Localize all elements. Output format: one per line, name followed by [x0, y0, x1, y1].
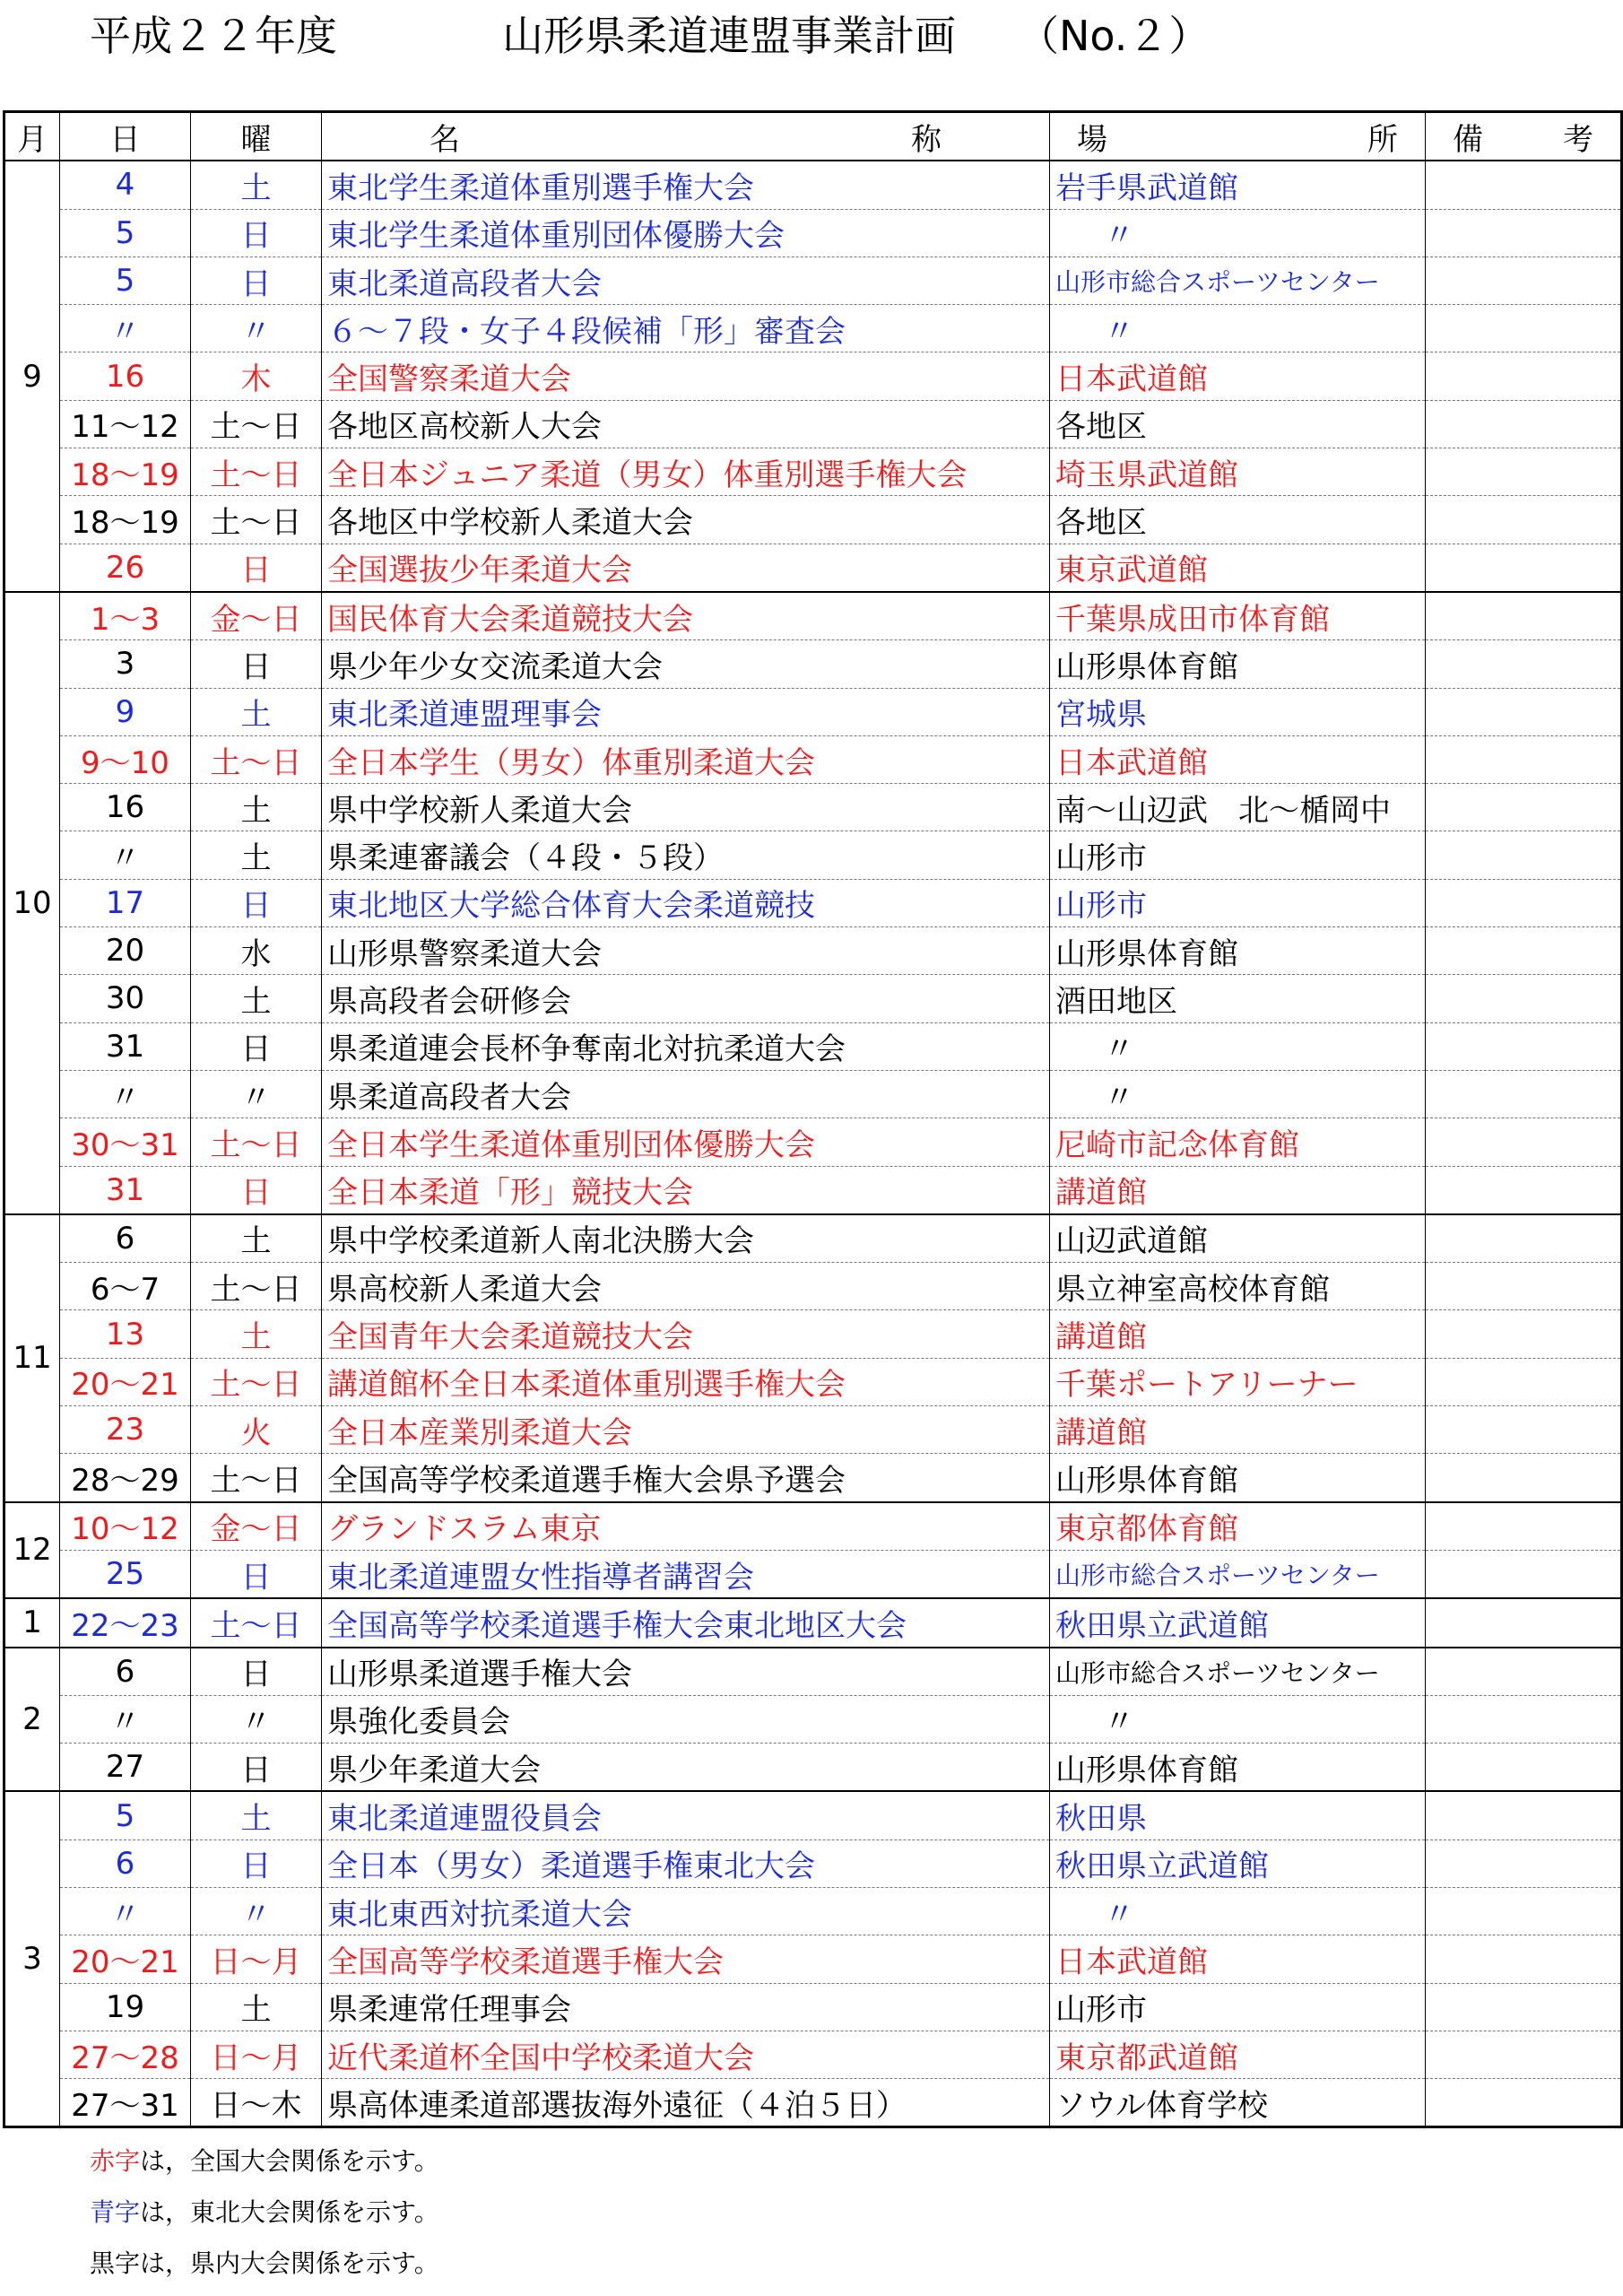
day-cell: 6	[60, 1214, 191, 1263]
table-row	[4, 975, 1622, 1022]
note-cell	[1426, 1310, 1622, 1358]
weekday-cell: 土～日	[191, 1118, 322, 1166]
table-row	[4, 448, 1622, 496]
day-cell: 30	[60, 975, 191, 1022]
venue-cell: 山形県体育館	[1050, 927, 1426, 975]
table-row	[4, 831, 1622, 879]
note-cell	[1426, 640, 1622, 688]
weekday-cell: 日	[191, 257, 322, 304]
venue-cell: 〃	[1050, 209, 1426, 257]
day-cell: 〃	[60, 305, 191, 352]
venue-cell: 秋田県立武道館	[1050, 1839, 1426, 1887]
event-name-cell: 近代柔道杯全国中学校柔道大会	[322, 2031, 1050, 2078]
day-cell: 30～31	[60, 1118, 191, 1166]
table-row	[4, 688, 1622, 735]
note-cell	[1426, 305, 1622, 352]
table-row	[4, 257, 1622, 304]
event-name-cell: 全国高等学校柔道選手権大会東北地区大会	[322, 1598, 1050, 1647]
table-row	[4, 305, 1622, 352]
venue-cell: 山形県体育館	[1050, 640, 1426, 688]
day-cell: 20	[60, 927, 191, 975]
header-place-b: 所	[1367, 121, 1398, 158]
venue-cell: 山形市総合スポーツセンター	[1050, 1550, 1426, 1598]
venue-cell: 各地区	[1050, 400, 1426, 448]
weekday-cell: 金～日	[191, 1502, 322, 1551]
venue-cell: ソウル体育学校	[1050, 2079, 1426, 2127]
weekday-cell: 土	[191, 1214, 322, 1263]
venue-cell: 秋田県	[1050, 1791, 1426, 1839]
table-row	[4, 1648, 1622, 1696]
event-name-cell: グランドスラム東京	[322, 1502, 1050, 1551]
event-name-cell: 県高段者会研修会	[322, 975, 1050, 1022]
note-cell	[1426, 2079, 1622, 2127]
table-row	[4, 209, 1622, 257]
month-cell: 9	[4, 161, 60, 592]
table-row	[4, 1406, 1622, 1454]
header-name-b: 称	[911, 121, 942, 158]
event-name-cell: 県少年少女交流柔道大会	[322, 640, 1050, 688]
venue-cell: 日本武道館	[1050, 735, 1426, 783]
weekday-cell: 土～日	[191, 735, 322, 783]
schedule-table	[3, 110, 1623, 2128]
table-row	[4, 1214, 1622, 1263]
weekday-cell: 日	[191, 1744, 322, 1792]
note-cell	[1426, 1695, 1622, 1743]
event-name-cell: 東北柔道連盟女性指導者講習会	[322, 1550, 1050, 1598]
venue-cell: 山辺武道館	[1050, 1214, 1426, 1263]
event-name-cell: 県柔連審議会（４段・５段）	[322, 831, 1050, 879]
note-cell	[1426, 2031, 1622, 2078]
venue-cell: 酒田地区	[1050, 975, 1426, 1022]
note-cell	[1426, 209, 1622, 257]
weekday-cell: 〃	[191, 1887, 322, 1935]
table-row	[4, 1744, 1622, 1792]
event-name-cell: 東北学生柔道体重別選手権大会	[322, 161, 1050, 209]
event-name-cell: 各地区中学校新人柔道大会	[322, 496, 1050, 544]
day-cell: 5	[60, 257, 191, 304]
day-cell: 18～19	[60, 496, 191, 544]
table-row	[4, 735, 1622, 783]
venue-cell: 千葉ポートアリーナー	[1050, 1358, 1426, 1405]
venue-cell: 埼玉県武道館	[1050, 448, 1426, 496]
note-cell	[1426, 400, 1622, 448]
event-name-cell: 県柔連常任理事会	[322, 1983, 1050, 2031]
note-cell	[1426, 975, 1622, 1022]
venue-cell: 山形市総合スポーツセンター	[1050, 257, 1426, 304]
weekday-cell: 土	[191, 784, 322, 831]
table-row	[4, 2031, 1622, 2078]
table-row	[4, 1550, 1622, 1598]
table-row	[4, 879, 1622, 926]
header-dow: 曜	[191, 112, 322, 161]
day-cell: 9	[60, 688, 191, 735]
table-row	[4, 1166, 1622, 1214]
venue-cell: 〃	[1050, 305, 1426, 352]
event-name-cell: ６～７段・女子４段候補「形」審査会	[322, 305, 1050, 352]
venue-cell: 講道館	[1050, 1310, 1426, 1358]
venue-cell: 東京都武道館	[1050, 2031, 1426, 2078]
table-row	[4, 161, 1622, 209]
month-cell: 2	[4, 1648, 60, 1792]
event-name-cell: 東北学生柔道体重別団体優勝大会	[322, 209, 1050, 257]
day-cell: 20～21	[60, 1358, 191, 1405]
day-cell: 3	[60, 640, 191, 688]
legend-text: は，全国大会関係を示す。	[140, 2146, 439, 2176]
event-name-cell: 国民体育大会柔道競技大会	[322, 592, 1050, 640]
weekday-cell: 土～日	[191, 448, 322, 496]
note-cell	[1426, 592, 1622, 640]
header-note-b: 考	[1563, 121, 1593, 158]
event-name-cell: 全日本産業別柔道大会	[322, 1406, 1050, 1454]
day-cell: 19	[60, 1983, 191, 2031]
venue-cell: 講道館	[1050, 1166, 1426, 1214]
table-row	[4, 640, 1622, 688]
event-name-cell: 県柔道高段者大会	[322, 1070, 1050, 1118]
table-row	[4, 1502, 1622, 1551]
table-row	[4, 1070, 1622, 1118]
weekday-cell: 〃	[191, 305, 322, 352]
venue-cell: 南～山辺武 北～楯岡中	[1050, 784, 1426, 831]
note-cell	[1426, 257, 1622, 304]
note-cell	[1426, 1070, 1622, 1118]
note-cell	[1426, 1791, 1622, 1839]
note-cell	[1426, 1744, 1622, 1792]
table-row	[4, 1454, 1622, 1502]
day-cell: 18～19	[60, 448, 191, 496]
event-name-cell: 県強化委員会	[322, 1695, 1050, 1743]
header-place-a: 場	[1077, 121, 1107, 158]
day-cell: 20～21	[60, 1935, 191, 1983]
legend-key: 赤字	[90, 2146, 141, 2176]
note-cell	[1426, 1358, 1622, 1405]
weekday-cell: 土～日	[191, 400, 322, 448]
venue-cell: 山形市	[1050, 879, 1426, 926]
event-name-cell: 講道館杯全日本柔道体重別選手権大会	[322, 1358, 1050, 1405]
day-cell: 13	[60, 1310, 191, 1358]
weekday-cell: 土	[191, 1983, 322, 2031]
note-cell	[1426, 1648, 1622, 1696]
weekday-cell: 日～月	[191, 2031, 322, 2078]
table-row	[4, 1791, 1622, 1839]
weekday-cell: 日	[191, 1550, 322, 1598]
month-cell: 11	[4, 1214, 60, 1502]
weekday-cell: 日	[191, 1166, 322, 1214]
day-cell: 27～28	[60, 2031, 191, 2078]
event-name-cell: 県少年柔道大会	[322, 1744, 1050, 1792]
day-cell: 31	[60, 1166, 191, 1214]
event-name-cell: 県柔道連会長杯争奪南北対抗柔道大会	[322, 1022, 1050, 1070]
table-row	[4, 1695, 1622, 1743]
table-row	[4, 544, 1622, 592]
schedule-body	[4, 161, 1622, 2127]
note-cell	[1426, 496, 1622, 544]
note-cell	[1426, 1214, 1622, 1263]
month-cell: 10	[4, 592, 60, 1214]
weekday-cell: 土	[191, 688, 322, 735]
legend-text: は，県内大会関係を示す。	[140, 2248, 439, 2278]
table-row	[4, 1935, 1622, 1983]
weekday-cell: 〃	[191, 1070, 322, 1118]
note-cell	[1426, 1887, 1622, 1935]
day-cell: 9～10	[60, 735, 191, 783]
note-cell	[1426, 1983, 1622, 2031]
event-name-cell: 東北柔道連盟役員会	[322, 1791, 1050, 1839]
event-name-cell: 県中学校新人柔道大会	[322, 784, 1050, 831]
table-row	[4, 496, 1622, 544]
weekday-cell: 土～日	[191, 1263, 322, 1310]
weekday-cell: 土～日	[191, 1454, 322, 1502]
weekday-cell: 日	[191, 544, 322, 592]
table-row	[4, 784, 1622, 831]
legend-item	[90, 2193, 439, 2232]
event-name-cell: 各地区高校新人大会	[322, 400, 1050, 448]
header-place	[1050, 112, 1426, 161]
note-cell	[1426, 784, 1622, 831]
day-cell: 26	[60, 544, 191, 592]
table-row	[4, 352, 1622, 400]
note-cell	[1426, 1166, 1622, 1214]
note-cell	[1426, 1839, 1622, 1887]
note-cell	[1426, 735, 1622, 783]
day-cell: 6	[60, 1648, 191, 1696]
day-cell: 〃	[60, 1070, 191, 1118]
event-name-cell: 全日本ジュニア柔道（男女）体重別選手権大会	[322, 448, 1050, 496]
note-cell	[1426, 927, 1622, 975]
note-cell	[1426, 1406, 1622, 1454]
table-row	[4, 1983, 1622, 2031]
day-cell: 1～3	[60, 592, 191, 640]
venue-cell: 宮城県	[1050, 688, 1426, 735]
note-cell	[1426, 544, 1622, 592]
venue-cell: 日本武道館	[1050, 1935, 1426, 1983]
weekday-cell: 土～日	[191, 1598, 322, 1647]
event-name-cell: 全日本柔道「形」競技大会	[322, 1166, 1050, 1214]
day-cell: 23	[60, 1406, 191, 1454]
weekday-cell: 土	[191, 1310, 322, 1358]
note-cell	[1426, 1598, 1622, 1647]
table-row	[4, 1022, 1622, 1070]
weekday-cell: 土～日	[191, 1358, 322, 1405]
day-cell: 22～23	[60, 1598, 191, 1647]
legend-key: 青字	[90, 2197, 141, 2227]
day-cell: 27～31	[60, 2079, 191, 2127]
weekday-cell: 土	[191, 975, 322, 1022]
weekday-cell: 〃	[191, 1695, 322, 1743]
weekday-cell: 日	[191, 209, 322, 257]
note-cell	[1426, 448, 1622, 496]
note-cell	[1426, 1022, 1622, 1070]
table-header-row	[4, 112, 1622, 161]
venue-cell: 東京武道館	[1050, 544, 1426, 592]
venue-cell: 日本武道館	[1050, 352, 1426, 400]
table-row	[4, 1263, 1622, 1310]
venue-cell: 千葉県成田市体育館	[1050, 592, 1426, 640]
event-name-cell: 全国高等学校柔道選手権大会県予選会	[322, 1454, 1050, 1502]
day-cell: 4	[60, 161, 191, 209]
legend-key: 黒字	[90, 2248, 141, 2278]
table-row	[4, 1358, 1622, 1405]
note-cell	[1426, 1263, 1622, 1310]
header-day: 日	[60, 112, 191, 161]
note-cell	[1426, 161, 1622, 209]
day-cell: 31	[60, 1022, 191, 1070]
legend-item	[90, 2142, 439, 2181]
venue-cell: 山形市	[1050, 1983, 1426, 2031]
table-row	[4, 592, 1622, 640]
weekday-cell: 土	[191, 1791, 322, 1839]
header-name	[322, 112, 1050, 161]
table-row	[4, 1310, 1622, 1358]
venue-cell: 〃	[1050, 1070, 1426, 1118]
weekday-cell: 水	[191, 927, 322, 975]
event-name-cell: 全国警察柔道大会	[322, 352, 1050, 400]
venue-cell: 東京都体育館	[1050, 1502, 1426, 1551]
page-title: 平成２２年度 山形県柔道連盟事業計画 （No.２）	[90, 12, 1211, 60]
weekday-cell: 土～日	[191, 496, 322, 544]
venue-cell: 尼崎市記念体育館	[1050, 1118, 1426, 1166]
table-row	[4, 2079, 1622, 2127]
venue-cell: 講道館	[1050, 1406, 1426, 1454]
weekday-cell: 金～日	[191, 592, 322, 640]
event-name-cell: 東北地区大学総合体育大会柔道競技	[322, 879, 1050, 926]
weekday-cell: 日	[191, 640, 322, 688]
legend-text: は，東北大会関係を示す。	[140, 2197, 439, 2227]
event-name-cell: 全国選抜少年柔道大会	[322, 544, 1050, 592]
day-cell: 25	[60, 1550, 191, 1598]
event-name-cell: 全日本（男女）柔道選手権東北大会	[322, 1839, 1050, 1887]
venue-cell: 山形市総合スポーツセンター	[1050, 1648, 1426, 1696]
table-row	[4, 400, 1622, 448]
venue-cell: 〃	[1050, 1695, 1426, 1743]
event-name-cell: 全国青年大会柔道競技大会	[322, 1310, 1050, 1358]
note-cell	[1426, 1502, 1622, 1551]
event-name-cell: 県中学校柔道新人南北決勝大会	[322, 1214, 1050, 1263]
weekday-cell: 火	[191, 1406, 322, 1454]
note-cell	[1426, 352, 1622, 400]
venue-cell: 山形市	[1050, 831, 1426, 879]
event-name-cell: 東北柔道連盟理事会	[322, 688, 1050, 735]
table-row	[4, 1118, 1622, 1166]
weekday-cell: 日	[191, 879, 322, 926]
day-cell: 6	[60, 1839, 191, 1887]
day-cell: 6～7	[60, 1263, 191, 1310]
day-cell: 〃	[60, 831, 191, 879]
month-cell: 12	[4, 1502, 60, 1599]
note-cell	[1426, 1454, 1622, 1502]
event-name-cell: 全国高等学校柔道選手権大会	[322, 1935, 1050, 1983]
note-cell	[1426, 831, 1622, 879]
event-name-cell: 全日本学生柔道体重別団体優勝大会	[322, 1118, 1050, 1166]
note-cell	[1426, 688, 1622, 735]
weekday-cell: 日	[191, 1022, 322, 1070]
event-name-cell: 東北柔道高段者大会	[322, 257, 1050, 304]
event-name-cell: 山形県警察柔道大会	[322, 927, 1050, 975]
day-cell: 〃	[60, 1695, 191, 1743]
table-row	[4, 1598, 1622, 1647]
header-month: 月	[4, 112, 60, 161]
note-cell	[1426, 879, 1622, 926]
day-cell: 27	[60, 1744, 191, 1792]
day-cell: 28～29	[60, 1454, 191, 1502]
day-cell: 16	[60, 352, 191, 400]
note-cell	[1426, 1550, 1622, 1598]
day-cell: 17	[60, 879, 191, 926]
month-cell: 3	[4, 1791, 60, 2127]
legend-item	[90, 2244, 439, 2283]
weekday-cell: 木	[191, 352, 322, 400]
event-name-cell: 県高校新人柔道大会	[322, 1263, 1050, 1310]
weekday-cell: 日	[191, 1839, 322, 1887]
weekday-cell: 土	[191, 161, 322, 209]
month-cell: 1	[4, 1598, 60, 1647]
event-name-cell: 山形県柔道選手権大会	[322, 1648, 1050, 1696]
day-cell: 〃	[60, 1887, 191, 1935]
header-name-a: 名	[430, 121, 460, 158]
note-cell	[1426, 1118, 1622, 1166]
header-note-a: 備	[1453, 121, 1483, 158]
day-cell: 11～12	[60, 400, 191, 448]
weekday-cell: 日～木	[191, 2079, 322, 2127]
weekday-cell: 日	[191, 1648, 322, 1696]
venue-cell: 県立神室高校体育館	[1050, 1263, 1426, 1310]
weekday-cell: 土	[191, 831, 322, 879]
venue-cell: 山形県体育館	[1050, 1454, 1426, 1502]
day-cell: 5	[60, 1791, 191, 1839]
table-row	[4, 1839, 1622, 1887]
day-cell: 16	[60, 784, 191, 831]
venue-cell: 山形県体育館	[1050, 1744, 1426, 1792]
day-cell: 5	[60, 209, 191, 257]
weekday-cell: 日～月	[191, 1935, 322, 1983]
venue-cell: 〃	[1050, 1887, 1426, 1935]
table-row	[4, 927, 1622, 975]
event-name-cell: 東北東西対抗柔道大会	[322, 1887, 1050, 1935]
venue-cell: 秋田県立武道館	[1050, 1598, 1426, 1647]
venue-cell: 各地区	[1050, 496, 1426, 544]
note-cell	[1426, 1935, 1622, 1983]
table-row	[4, 1887, 1622, 1935]
venue-cell: 岩手県武道館	[1050, 161, 1426, 209]
header-note	[1426, 112, 1622, 161]
event-name-cell: 全日本学生（男女）体重別柔道大会	[322, 735, 1050, 783]
venue-cell: 〃	[1050, 1022, 1426, 1070]
event-name-cell: 県高体連柔道部選抜海外遠征（４泊５日）	[322, 2079, 1050, 2127]
day-cell: 10～12	[60, 1502, 191, 1551]
